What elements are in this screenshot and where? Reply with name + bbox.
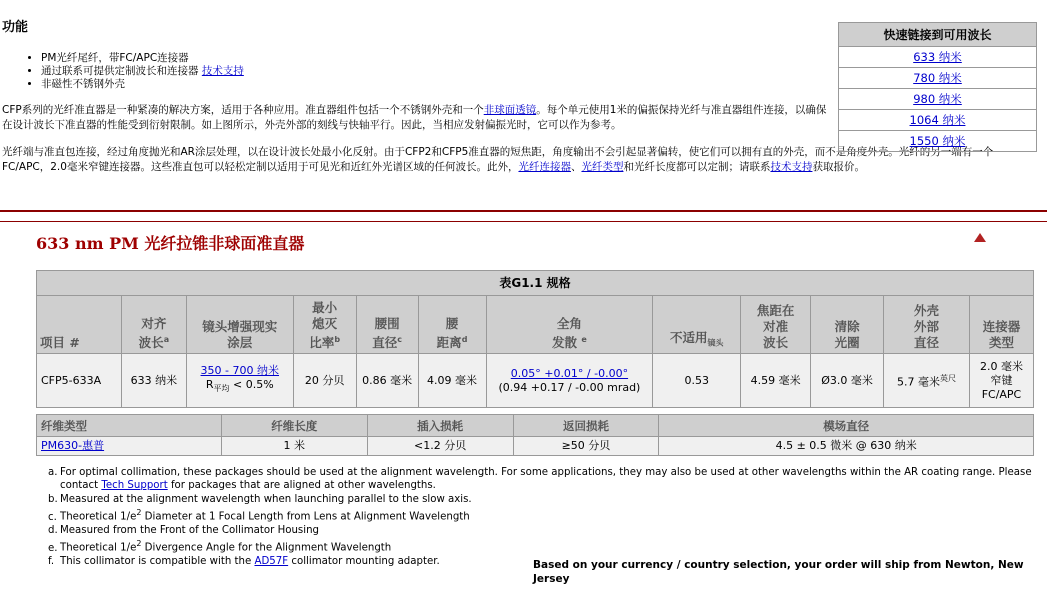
header-text: 不适用 <box>670 329 708 345</box>
coating-r-label: R <box>205 378 214 392</box>
quick-link-1064[interactable]: 1064 纳米 <box>909 113 966 127</box>
header-item <box>37 296 122 354</box>
header-text: 腰 距离 <box>436 315 462 350</box>
footnote-mark: b <box>334 334 341 344</box>
coating-range-link[interactable]: 350 - 700 纳米 <box>200 364 279 378</box>
header-text: 焦距在 对准 波长 <box>756 303 795 350</box>
footnote-text: This collimator is compatible with the <box>60 556 255 568</box>
fiber-connector-link[interactable]: 光纤连接器 <box>518 161 571 173</box>
footnote-mark: a. <box>48 467 58 478</box>
header-clear-aperture <box>811 296 884 354</box>
header-text: 镜头增强现实 涂层 <box>202 319 278 350</box>
intro-text: 获取报价。 <box>812 161 865 173</box>
footnote-a <box>48 466 1035 493</box>
footnotes <box>48 466 1035 569</box>
header-text: 对齐 波长 <box>138 315 167 350</box>
aspheric-lens-link[interactable]: 非球面透镜 <box>483 104 537 116</box>
footnote-mark: d. <box>48 525 58 537</box>
header-return-loss: 返回损耗 <box>513 415 659 437</box>
intro-text: 。每个单元使用1米的偏振保持光纤与准直器组件连接，以确保在设计波长下准直器的性能受到衍射限制。如上图所示，外壳外部的刻线与快轴平行。因此，当相应发射偏振光时，它可以作为参考。 <box>2 104 827 131</box>
footnote-b <box>48 493 1035 506</box>
cell-mode-field-diameter: 4.5 ± 0.5 微米 @ 630 纳米 <box>659 437 1034 456</box>
intro-text: 和光纤长度都可以定制；请联系 <box>623 161 771 173</box>
quick-link-1550[interactable]: 1550 纳米 <box>909 134 966 148</box>
cell-waist-distance: 4.09 毫米 <box>418 354 486 408</box>
header-text: 全角 发散 <box>552 315 582 350</box>
footnote-text: Diameter at 1 Focal Length from Lens at Alignment Wavelength <box>141 511 470 523</box>
superscript: 2 <box>136 508 142 518</box>
footnote-text: Measured at the alignment wavelength when launching parallel to the slow axis. <box>60 493 472 505</box>
list-item <box>41 78 444 91</box>
cell-return-loss: ≥50 分贝 <box>513 437 659 456</box>
cell-connector: 2.0 毫米 窄键 FC/APC <box>969 354 1033 408</box>
header-extinction <box>293 296 356 354</box>
back-to-top-icon[interactable] <box>974 233 986 242</box>
footnote-mark: f. <box>48 556 55 568</box>
shipping-note: Based on your currency / country selection, your order will ship from Newton, New Jersey <box>533 559 1024 585</box>
divergence-mrad: (0.94 +0.17 / -0.00 mrad) <box>498 380 641 394</box>
quick-link-633[interactable]: 633 纳米 <box>913 50 962 64</box>
cell-waist-diameter: 0.86 毫米 <box>356 354 418 408</box>
divergence-link[interactable]: 0.05° +0.01° / -0.00° <box>510 366 629 380</box>
list-item <box>41 65 444 78</box>
cell-fiber-length: 1 米 <box>221 437 367 456</box>
header-insertion-loss: 插入损耗 <box>367 415 513 437</box>
footnote-mark: a <box>163 334 170 344</box>
header-text: 外壳 外部 直径 <box>913 303 939 350</box>
footnote-mark: 英尺 <box>939 373 956 383</box>
header-text: 项目 # <box>40 335 80 350</box>
header-focal-length <box>741 296 811 354</box>
footnote-mark: c <box>397 334 402 344</box>
header-waist-distance <box>418 296 486 354</box>
tech-support-link[interactable]: 技术支持 <box>770 161 813 173</box>
footnote-e <box>48 537 1035 555</box>
spec-table-caption: 表G1.1 规格 <box>37 271 1034 296</box>
footnote-text: Measured from the Front of the Collimator Housing <box>60 525 319 537</box>
footnote-mark: c. <box>48 511 57 523</box>
cell-divergence <box>486 354 653 408</box>
quick-link-980[interactable]: 980 纳米 <box>913 92 962 106</box>
footnote-text: Theoretical 1/e <box>60 542 137 554</box>
header-fiber-length: 纤维长度 <box>221 415 367 437</box>
header-coating <box>186 296 293 354</box>
header-mode-field-diameter: 模场直径 <box>659 415 1034 437</box>
header-wavelength <box>121 296 186 354</box>
footnote-text: collimator mounting adapter. <box>288 556 440 568</box>
cell-coating <box>186 354 293 408</box>
quick-links-table <box>838 22 1037 152</box>
features-list <box>24 52 444 91</box>
cell-extinction: 20 分贝 <box>293 354 356 408</box>
section-divider-top <box>0 210 1047 212</box>
features-heading: 功能 <box>2 20 29 35</box>
quick-links-title: 快速链接到可用波长 <box>839 23 1037 47</box>
quick-link-cell <box>839 110 1037 131</box>
feature-text: 非磁性不锈钢外壳 <box>41 78 125 90</box>
footnote-c <box>48 506 1035 524</box>
header-text: 腰围 直径 <box>372 315 400 350</box>
header-subscript: 镜头 <box>707 338 724 347</box>
fiber-type-pm630-link[interactable]: PM630-惠普 <box>41 439 105 452</box>
header-text: 最小 熄灭 比率 <box>309 299 338 350</box>
header-waist-diameter <box>356 296 418 354</box>
header-text: 清除 光圈 <box>834 319 860 350</box>
list-item <box>41 52 444 65</box>
quick-link-780[interactable]: 780 纳米 <box>913 71 962 85</box>
quick-link-cell <box>839 89 1037 110</box>
superscript: 2 <box>136 539 142 549</box>
cell-clear-aperture: Ø3.0 毫米 <box>811 354 884 408</box>
header-text: 连接器 类型 <box>982 319 1021 350</box>
cell-na: 0.53 <box>653 354 741 408</box>
footnote-mark: e <box>581 334 587 344</box>
ad57f-link[interactable]: AD57F <box>254 556 289 568</box>
footnote-d <box>48 524 1035 537</box>
tech-support-link[interactable]: 技术支持 <box>201 65 244 77</box>
table-row <box>37 354 1034 408</box>
tech-support-link[interactable]: Tech Support <box>101 480 168 492</box>
header-divergence <box>486 296 653 354</box>
quick-link-cell <box>839 131 1037 152</box>
intro-paragraph-1 <box>2 103 830 133</box>
spec-table <box>36 270 1034 408</box>
header-fiber-type: 纤维类型 <box>37 415 222 437</box>
quick-link-cell <box>839 47 1037 68</box>
coating-r-value: < 0.5% <box>229 378 274 392</box>
section-divider-bottom <box>0 221 1047 222</box>
header-connector <box>969 296 1033 354</box>
coating-r-subscript: 平均 <box>213 384 230 394</box>
cell-item: CFP5-633A <box>37 354 122 408</box>
housing-value: 5.7 毫米 <box>896 375 940 389</box>
footnote-text: for packages that are aligned at other wavelengths. <box>167 480 436 492</box>
cell-housing-diameter <box>884 354 970 408</box>
fiber-type-link[interactable]: 光纤类型 <box>581 161 624 173</box>
cell-focal-length: 4.59 毫米 <box>741 354 811 408</box>
quick-link-cell <box>839 68 1037 89</box>
intro-text: CFP系列的光纤准直器是一种紧凑的解决方案，适用于各种应用。准直器组件包括一个不锈钢外壳和一个 <box>2 104 484 116</box>
footnote-mark: d <box>461 334 468 344</box>
cell-fiber-type <box>37 437 222 456</box>
separator: 、 <box>570 161 582 173</box>
table-row <box>37 437 1034 456</box>
header-na <box>653 296 741 354</box>
feature-text: 通过联系可提供定制波长和连接器 <box>41 65 199 77</box>
header-housing-diameter <box>884 296 970 354</box>
cell-wavelength: 633 纳米 <box>121 354 186 408</box>
cell-insertion-loss: <1.2 分贝 <box>367 437 513 456</box>
fiber-table <box>36 414 1034 456</box>
footnote-text: Theoretical 1/e <box>60 511 137 523</box>
footnote-text: Divergence Angle for the Alignment Wavelength <box>141 542 392 554</box>
footnote-text: For optimal collimation, these packages should be used at the alignment wavelength. For some applications, they may also be used at other wavelengths within the AR coating range. Please contact <box>60 467 1032 492</box>
intro-text: 光纤端与准直包连接，经过角度抛光和AR涂层处理，以在设计波长处最小化反射。由于CFP2和CFP5准直器的短焦距，角度输出不会引起显著偏转，使它们可以拥有直的外壳，而不是角度外壳。光纤的另一端有一个FC/APC，2.0毫米窄键连接器。这些准直包可以轻松定制以适用于可见光和近红外光谱区域的任何波长。此外， <box>2 146 994 173</box>
feature-text: PM光纤尾纤，带FC/APC连接器 <box>41 52 189 64</box>
footnote-mark: b. <box>48 493 58 505</box>
footnote-mark: e. <box>48 542 58 554</box>
section-title: 633 nm PM 光纤拉锥非球面准直器 <box>36 234 305 253</box>
